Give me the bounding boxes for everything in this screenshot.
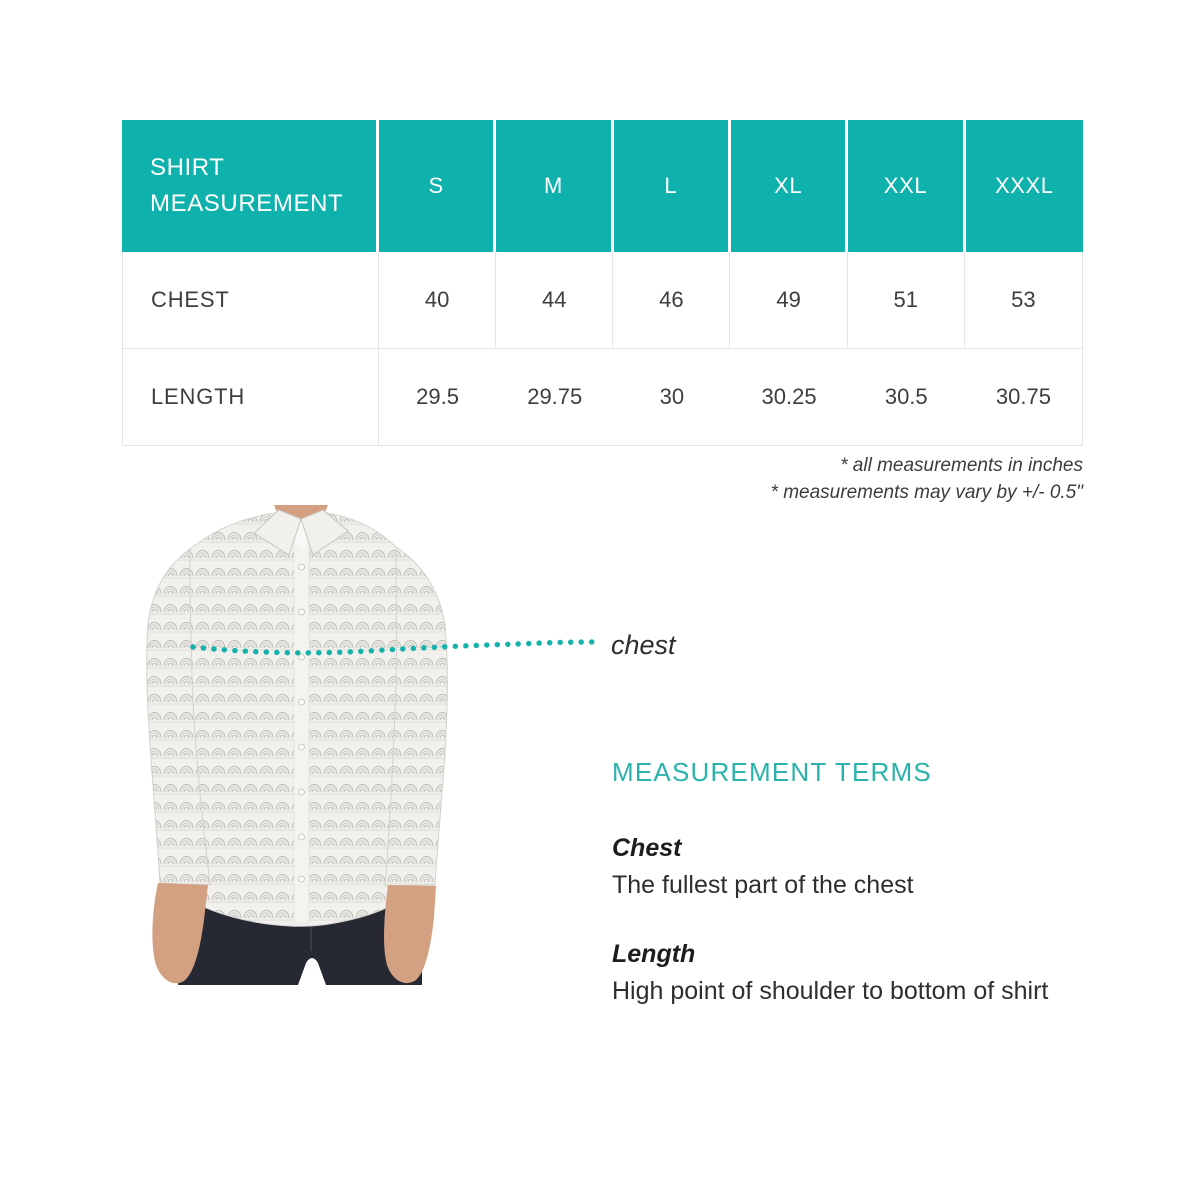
term-length-definition: High point of shoulder to bottom of shirt <box>612 977 1049 1005</box>
header-cell-size-xxxl: XXXL <box>966 120 1083 252</box>
row-label-chest: CHEST <box>123 252 379 348</box>
chest-value-xxl: 51 <box>848 252 965 348</box>
length-value-l: 30 <box>659 384 685 409</box>
term-chest <box>612 834 1082 900</box>
length-value-xxxl: 30.75 <box>995 384 1051 409</box>
table-row-length <box>123 349 1082 445</box>
chest-value-m: 44 <box>496 252 613 348</box>
term-chest-name: Chest <box>612 834 682 862</box>
header-cell-size-s: S <box>379 120 496 252</box>
header-cell-size-xl: XL <box>731 120 848 252</box>
footnotes <box>771 452 1083 506</box>
table-row-chest <box>123 252 1082 349</box>
chest-measure-dotted-line <box>188 633 600 661</box>
chest-value-xxxl: 53 <box>1011 287 1036 312</box>
table-header-row <box>122 120 1083 252</box>
shirt-placket <box>294 533 309 923</box>
length-value-xxl: 30.5 <box>884 384 928 409</box>
length-value-s: 29.5 <box>416 384 459 409</box>
term-length-name: Length <box>612 940 696 968</box>
table-body <box>122 252 1083 446</box>
header-cell-shirt-measurement <box>122 120 379 252</box>
term-length <box>612 940 1082 1006</box>
chest-value-xl: 49 <box>730 252 847 348</box>
chest-callout-label: chest <box>611 630 676 660</box>
table-title: SHIRT MEASUREMENT <box>150 154 344 217</box>
measurement-terms-section <box>612 757 1082 1046</box>
model-photo <box>130 505 490 985</box>
length-value-xl: 30.25 <box>761 384 817 409</box>
chest-value-l: 46 <box>613 252 730 348</box>
term-chest-definition: The fullest part of the chest <box>612 871 914 899</box>
footnote-units: * all measurements in inches <box>840 455 1083 476</box>
row-label-length: LENGTH <box>123 349 379 445</box>
chest-value-s: 40 <box>379 252 496 348</box>
right-hand <box>384 885 436 983</box>
header-cell-size-l: L <box>614 120 731 252</box>
length-value-m: 29.75 <box>527 384 583 409</box>
header-cell-size-m: M <box>496 120 613 252</box>
measurement-terms-heading: MEASUREMENT TERMS <box>612 757 932 787</box>
header-cell-size-xxl: XXL <box>848 120 965 252</box>
size-chart-table <box>122 120 1083 446</box>
footnote-tolerance: * measurements may vary by +/- 0.5" <box>770 482 1083 503</box>
